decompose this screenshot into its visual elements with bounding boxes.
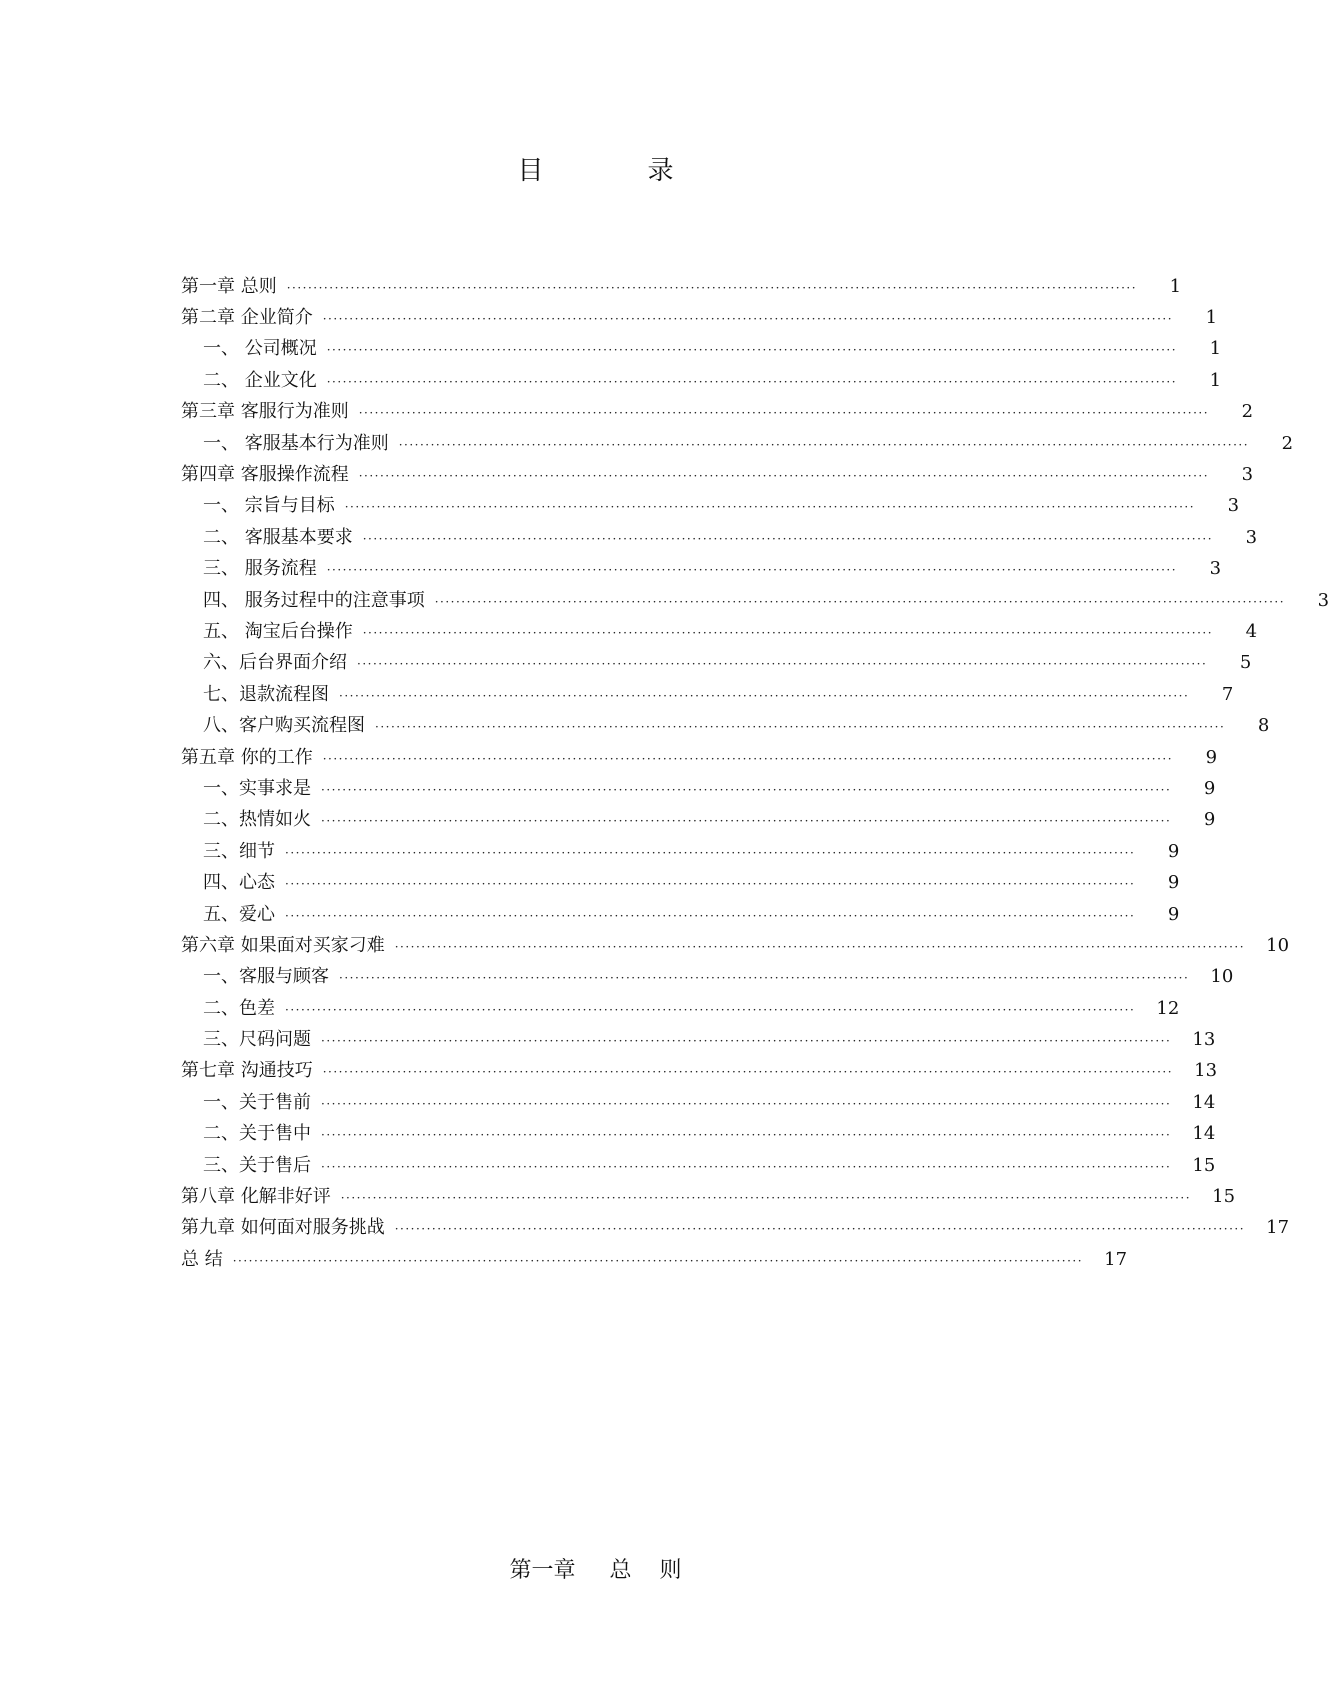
toc-entry-page: 9 [1167, 872, 1180, 894]
toc-entry-label: 二、 客服基本要求 [203, 526, 353, 548]
toc-entry-page: 17 [1104, 1248, 1128, 1270]
toc-entry[interactable] [181, 585, 1329, 616]
toc-entry-page: 3 [1317, 589, 1329, 611]
toc-entry-page: 10 [1210, 966, 1234, 988]
toc-entry-label: 三、尺码问题 [203, 1029, 311, 1051]
toc-entry[interactable] [181, 1244, 1128, 1275]
toc-entry-page: 1 [1209, 369, 1222, 391]
toc-entry[interactable] [181, 1119, 1216, 1150]
toc-entry[interactable] [181, 930, 1290, 961]
toc-entry-label: 五、 淘宝后台操作 [203, 620, 353, 642]
toc-entry-page: 14 [1192, 1091, 1216, 1113]
toc-entry-page: 9 [1203, 777, 1216, 799]
toc-dot-leader: ································································································································································ [326, 563, 1178, 578]
toc-entry-page: 9 [1167, 903, 1180, 925]
chapter-heading-word2: 则 [659, 1558, 682, 1583]
toc-dot-leader: ································································································································································ [357, 657, 1208, 672]
toc-dot-leader: ································································································································································ [322, 1065, 1174, 1080]
toc-entry[interactable] [181, 1150, 1216, 1181]
chapter-heading-word1: 总 [609, 1558, 632, 1583]
toc-entry[interactable] [181, 836, 1180, 867]
toc-entry-page: 9 [1167, 840, 1180, 862]
toc-entry[interactable] [181, 993, 1180, 1024]
toc-entry-label: 二、热情如火 [203, 809, 311, 831]
toc-entry[interactable] [181, 459, 1254, 490]
toc-entry-label: 二、色差 [203, 997, 275, 1019]
toc-entry[interactable] [181, 1213, 1290, 1244]
toc-entry-page: 10 [1266, 934, 1290, 956]
toc-dot-leader: ································································································································································ [286, 280, 1138, 295]
toc-entry-page: 17 [1266, 1217, 1290, 1239]
toc-dot-leader: ································································································································································ [285, 845, 1136, 860]
toc-entry-label: 第一章 总则 [181, 275, 277, 297]
toc-dot-leader: ································································································································································ [321, 1128, 1172, 1143]
toc-entry-page: 9 [1205, 746, 1218, 768]
toc-dot-leader: ································································································································································ [322, 751, 1174, 766]
chapter-heading [0, 1553, 1191, 1584]
toc-entry-page: 13 [1192, 1029, 1216, 1051]
toc-entry-label: 二、关于售中 [203, 1123, 311, 1145]
toc-entry[interactable] [181, 616, 1258, 647]
toc-entry[interactable] [181, 648, 1252, 679]
toc-entry-page: 1 [1205, 307, 1218, 329]
page-title-part1: 目 [517, 156, 544, 186]
toc-entry-label: 第七章 沟通技巧 [181, 1060, 313, 1082]
toc-entry-page: 1 [1169, 275, 1182, 297]
toc-dot-leader: ································································································································································ [326, 343, 1178, 358]
toc-entry-label: 第八章 化解非好评 [181, 1186, 331, 1208]
toc-entry[interactable] [181, 710, 1270, 741]
toc-dot-leader: ································································································································································ [394, 1222, 1246, 1237]
toc-entry-page: 9 [1203, 809, 1216, 831]
page-title-part2: 录 [647, 156, 674, 186]
toc-entry[interactable] [181, 365, 1222, 396]
toc-entry[interactable] [181, 302, 1218, 333]
toc-entry-page: 8 [1257, 715, 1270, 737]
toc-entry[interactable] [181, 397, 1254, 428]
toc-entry-label: 第三章 客服行为准则 [181, 401, 349, 423]
toc-dot-leader: ································································································································································ [375, 720, 1226, 735]
toc-entry[interactable] [181, 1087, 1216, 1118]
toc-entry-label: 七、退款流程图 [203, 683, 329, 705]
toc-entry[interactable] [181, 1181, 1236, 1212]
table-of-contents [181, 271, 1329, 1276]
toc-entry-label: 三、关于售后 [203, 1154, 311, 1176]
toc-entry[interactable] [181, 899, 1180, 930]
toc-entry[interactable] [181, 773, 1216, 804]
toc-entry-label: 总 结 [181, 1248, 223, 1270]
toc-entry-label: 四、 服务过程中的注意事项 [203, 589, 425, 611]
toc-entry-label: 二、 企业文化 [203, 369, 317, 391]
toc-entry-label: 四、心态 [203, 872, 275, 894]
toc-entry[interactable] [181, 491, 1240, 522]
toc-dot-leader: ································································································································································ [344, 500, 1196, 515]
toc-entry-label: 三、 服务流程 [203, 558, 317, 580]
toc-dot-leader: ································································································································································ [285, 877, 1136, 892]
toc-dot-leader: ································································································································································ [326, 374, 1178, 389]
toc-entry-page: 3 [1227, 495, 1240, 517]
toc-entry-label: 一、客服与顾客 [203, 966, 329, 988]
chapter-heading-number: 第一章 [509, 1558, 576, 1583]
toc-dot-leader: ································································································································································ [322, 312, 1174, 327]
toc-entry-page: 7 [1221, 683, 1234, 705]
toc-entry-label: 一、关于售前 [203, 1091, 311, 1113]
toc-entry[interactable] [181, 334, 1222, 365]
toc-entry-page: 1 [1209, 338, 1222, 360]
toc-entry-page: 14 [1192, 1123, 1216, 1145]
toc-dot-leader: ································································································································································ [321, 1096, 1172, 1111]
toc-dot-leader: ································································································································································ [321, 1159, 1172, 1174]
toc-dot-leader: ································································································································································ [434, 594, 1286, 609]
toc-entry-label: 一、 公司概况 [203, 338, 317, 360]
toc-entry-page: 13 [1194, 1060, 1218, 1082]
toc-dot-leader: ································································································································································ [362, 625, 1214, 640]
toc-entry-label: 六、后台界面介绍 [203, 652, 347, 674]
toc-entry[interactable] [181, 428, 1294, 459]
toc-entry-label: 第五章 你的工作 [181, 746, 313, 768]
toc-entry-page: 3 [1209, 558, 1222, 580]
toc-entry[interactable] [181, 522, 1258, 553]
toc-entry[interactable] [181, 742, 1218, 773]
toc-entry-label: 第四章 客服操作流程 [181, 464, 349, 486]
toc-dot-leader: ································································································································································ [398, 437, 1250, 452]
toc-entry-page: 4 [1245, 620, 1258, 642]
toc-entry-label: 五、爱心 [203, 903, 275, 925]
toc-entry-label: 一、 客服基本行为准则 [203, 432, 389, 454]
toc-entry[interactable] [181, 1024, 1216, 1055]
toc-dot-leader: ································································································································································ [321, 1034, 1172, 1049]
toc-dot-leader: ································································································································································ [232, 1253, 1084, 1268]
toc-entry[interactable] [181, 1056, 1218, 1087]
toc-entry-page: 2 [1241, 401, 1254, 423]
toc-entry-page: 5 [1239, 652, 1252, 674]
toc-entry[interactable] [181, 679, 1234, 710]
toc-entry-label: 八、客户购买流程图 [203, 715, 365, 737]
toc-entry-page: 15 [1192, 1154, 1216, 1176]
toc-entry[interactable] [181, 805, 1216, 836]
toc-entry-label: 一、 宗旨与目标 [203, 495, 335, 517]
toc-entry-page: 3 [1245, 526, 1258, 548]
toc-entry-label: 三、细节 [203, 840, 275, 862]
toc-entry-page: 2 [1281, 432, 1294, 454]
toc-dot-leader: ································································································································································ [358, 406, 1210, 421]
toc-dot-leader: ································································································································································ [321, 814, 1172, 829]
toc-entry[interactable] [181, 554, 1222, 585]
toc-entry-page: 3 [1241, 464, 1254, 486]
toc-entry-label: 第六章 如果面对买家刁难 [181, 934, 385, 956]
toc-entry-page: 12 [1156, 997, 1180, 1019]
toc-dot-leader: ································································································································································ [394, 939, 1246, 954]
toc-entry[interactable] [181, 271, 1182, 302]
toc-dot-leader: ································································································································································ [362, 531, 1214, 546]
toc-entry-page: 15 [1212, 1186, 1236, 1208]
toc-dot-leader: ································································································································································ [339, 688, 1190, 703]
toc-dot-leader: ································································································································································ [339, 971, 1190, 986]
toc-dot-leader: ································································································································································ [358, 469, 1210, 484]
toc-dot-leader: ································································································································································ [285, 908, 1136, 923]
toc-entry[interactable] [181, 867, 1180, 898]
toc-entry[interactable] [181, 962, 1234, 993]
toc-entry-label: 一、实事求是 [203, 777, 311, 799]
toc-dot-leader: ································································································································································ [340, 1191, 1192, 1206]
page-title [0, 150, 1191, 187]
toc-dot-leader: ································································································································································ [285, 1002, 1136, 1017]
toc-entry-label: 第二章 企业简介 [181, 307, 313, 329]
toc-dot-leader: ································································································································································ [321, 782, 1172, 797]
toc-entry-label: 第九章 如何面对服务挑战 [181, 1217, 385, 1239]
